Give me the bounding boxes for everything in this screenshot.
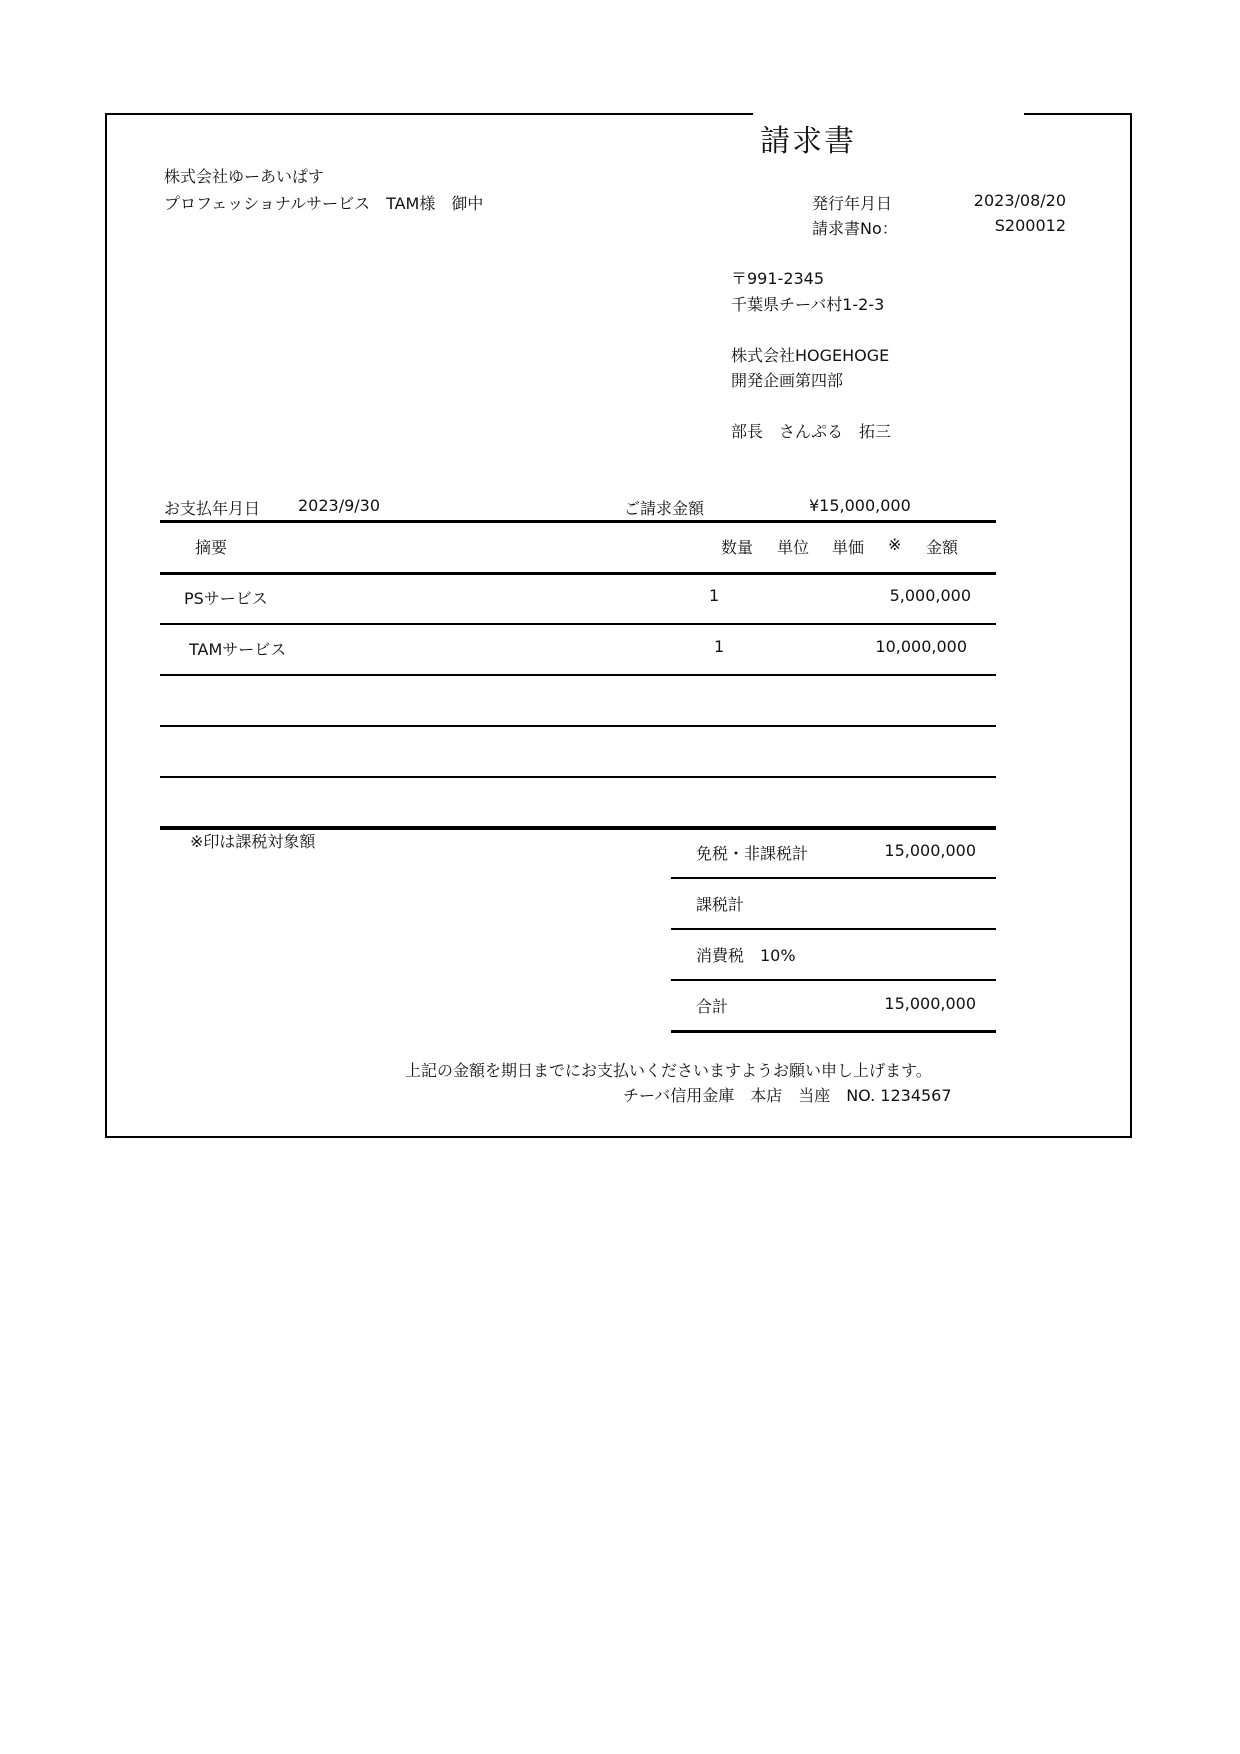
summary-bottom-rule xyxy=(671,1030,996,1033)
table-header-rule xyxy=(160,572,996,575)
invoice-no: S200012 xyxy=(994,216,1066,235)
summary-rule xyxy=(671,979,996,981)
table-row-rule xyxy=(160,674,996,676)
summary-label-total: 合計 xyxy=(696,997,729,1016)
table-row-rule xyxy=(160,776,996,778)
document-title: 請求書 xyxy=(760,124,856,159)
table-row-description: PSサービス xyxy=(184,589,268,608)
issuer-address: 千葉県チーバ村1-2-3 xyxy=(731,295,885,314)
table-row-quantity: 1 xyxy=(714,637,725,656)
table-top-rule xyxy=(160,520,996,523)
frame-border-top-right xyxy=(1024,113,1132,115)
column-header-unit: 単位 xyxy=(777,538,810,557)
summary-value-tax-exempt: 15,000,000 xyxy=(884,841,976,860)
summary-rule xyxy=(671,877,996,879)
frame-border-bottom xyxy=(105,1136,1132,1138)
invoice-amount: ¥15,000,000 xyxy=(809,496,911,515)
summary-label-taxable: 課税計 xyxy=(696,895,745,914)
column-header-quantity: 数量 xyxy=(721,538,754,557)
table-row-description: TAMサービス xyxy=(189,640,287,659)
summary-value-total: 15,000,000 xyxy=(884,994,976,1013)
column-header-amount: 金額 xyxy=(926,538,959,557)
table-row-amount: 10,000,000 xyxy=(875,637,967,656)
table-row-quantity: 1 xyxy=(709,586,720,605)
issuer-department: 開発企画第四部 xyxy=(731,371,844,390)
frame-border-left xyxy=(105,113,107,1138)
table-row-rule xyxy=(160,725,996,727)
summary-label-tax-exempt: 免税・非課税計 xyxy=(696,844,809,863)
summary-label-consumption-tax: 消費税 10% xyxy=(696,946,796,965)
column-header-unit-price: 単価 xyxy=(832,538,865,557)
invoice-amount-label: ご請求金額 xyxy=(624,499,705,518)
issuer-person: 部長 さんぷる 拓三 xyxy=(731,422,892,441)
issuer-company: 株式会社HOGEHOGE xyxy=(731,346,890,365)
column-header-tax-mark: ※ xyxy=(888,535,902,554)
frame-border-right xyxy=(1130,113,1132,1138)
recipient-company: 株式会社ゆーあいぱす xyxy=(164,167,325,186)
issuer-postal-code: 〒991-2345 xyxy=(731,269,825,288)
issue-date-label: 発行年月日 xyxy=(812,194,893,213)
column-header-description: 摘要 xyxy=(195,538,228,557)
footer-message: 上記の金額を期日までにお支払いくださいますようお願い申し上げます。 xyxy=(405,1061,932,1080)
recipient-department: プロフェッショナルサービス TAM様 御中 xyxy=(164,194,484,213)
table-row-amount: 5,000,000 xyxy=(889,586,971,605)
frame-border-top-left xyxy=(105,113,753,115)
invoice-no-label: 請求書No： xyxy=(812,219,898,238)
tax-note: ※印は課税対象額 xyxy=(190,832,316,851)
summary-rule xyxy=(671,928,996,930)
payment-due-label: お支払年月日 xyxy=(164,499,261,518)
footer-bank-account: チーバ信用金庫 本店 当座 NO. 1234567 xyxy=(623,1086,952,1105)
issue-date: 2023/08/20 xyxy=(973,191,1066,210)
payment-due-date: 2023/9/30 xyxy=(298,496,381,515)
table-row-rule xyxy=(160,623,996,625)
